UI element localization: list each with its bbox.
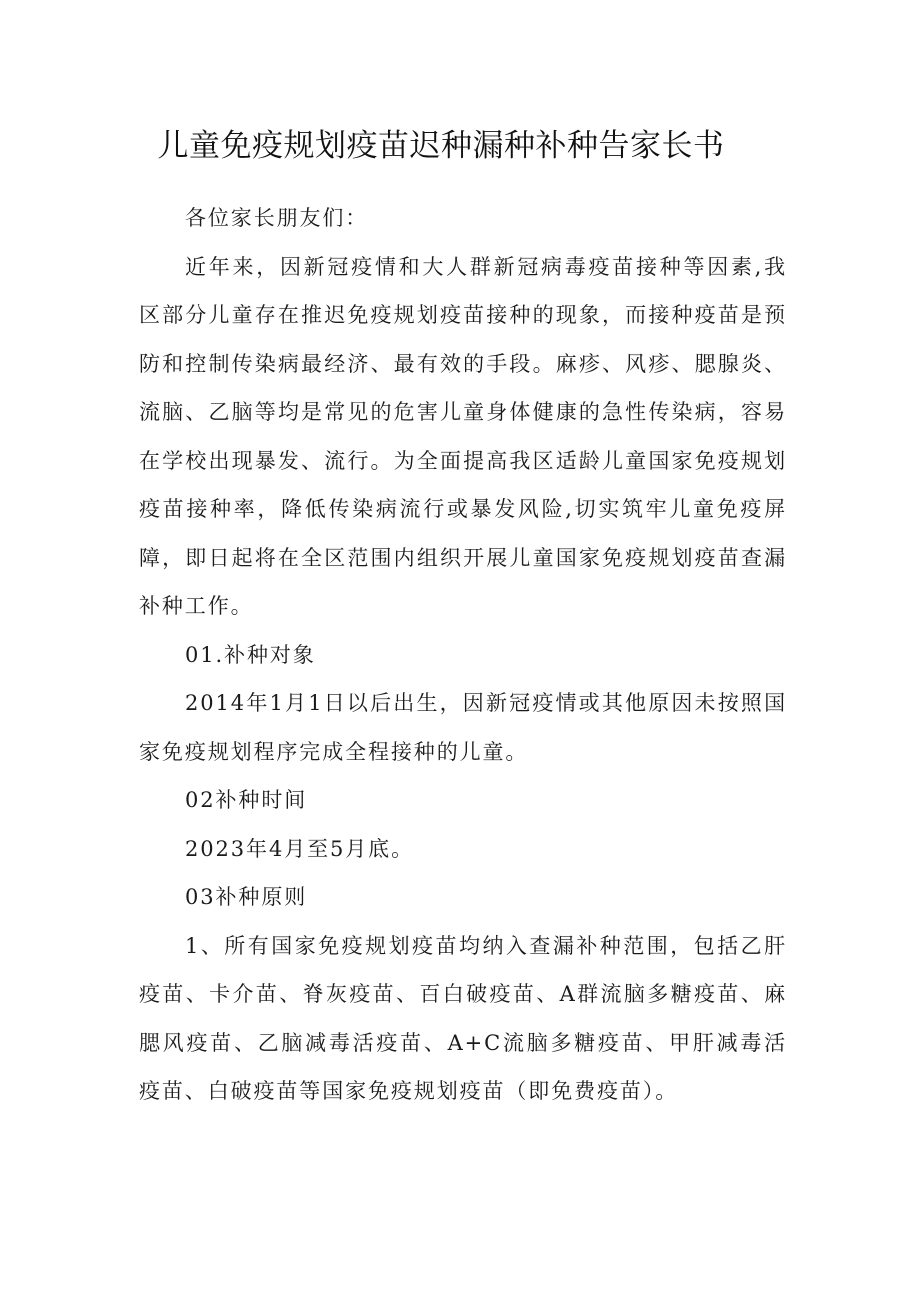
intro-paragraph: 近年来，因新冠疫情和大人群新冠病毒疫苗接种等因素,我区部分儿童存在推迟免疫规划疫苗接种的现象，而接种疫苗是预防和控制传染病最经济、最有效的手段。麻疹、风疹、腮腺炎、流脑、乙脑等均是常见的危害儿童身体健康的急性传染病，容易在学校出现暴发、流行。为全面提高我区适龄儿童国家免疫规划疫苗接种率，降低传染病流行或暴发风险,切实筑牢儿童免疫屏障，即日起将在全区范围内组织开展儿童国家免疫规划疫苗查漏补种工作。 (139, 254, 787, 618)
time-paragraph: 2023年4月至5月底。 (185, 836, 414, 861)
salutation: 各位家长朋友们： (185, 206, 369, 230)
section-heading-time: 02补种时间 (185, 788, 308, 812)
document-body (139, 194, 787, 1116)
principle-paragraph: 1、所有国家免疫规划疫苗均纳入查漏补种范围，包括乙肝疫苗、卡介苗、脊灰疫苗、百白破疫苗、A群流脑多糖疫苗、麻腮风疫苗、乙脑减毒活疫苗、A+C流脑多糖疫苗、甲肝减毒活疫苗、白破疫苗等国家免疫规划疫苗（即免费疫苗）。 (139, 933, 787, 1103)
section-heading-target: 01.补种对象 (185, 642, 316, 667)
document-title: 儿童免疫规划疫苗迟种漏种补种告家长书 (157, 128, 725, 164)
target-paragraph: 2014年1月1日以后出生，因新冠疫情或其他原因未按照国家免疫规划程序完成全程接种的儿童。 (139, 691, 787, 764)
section-heading-principle: 03补种原则 (185, 885, 308, 909)
